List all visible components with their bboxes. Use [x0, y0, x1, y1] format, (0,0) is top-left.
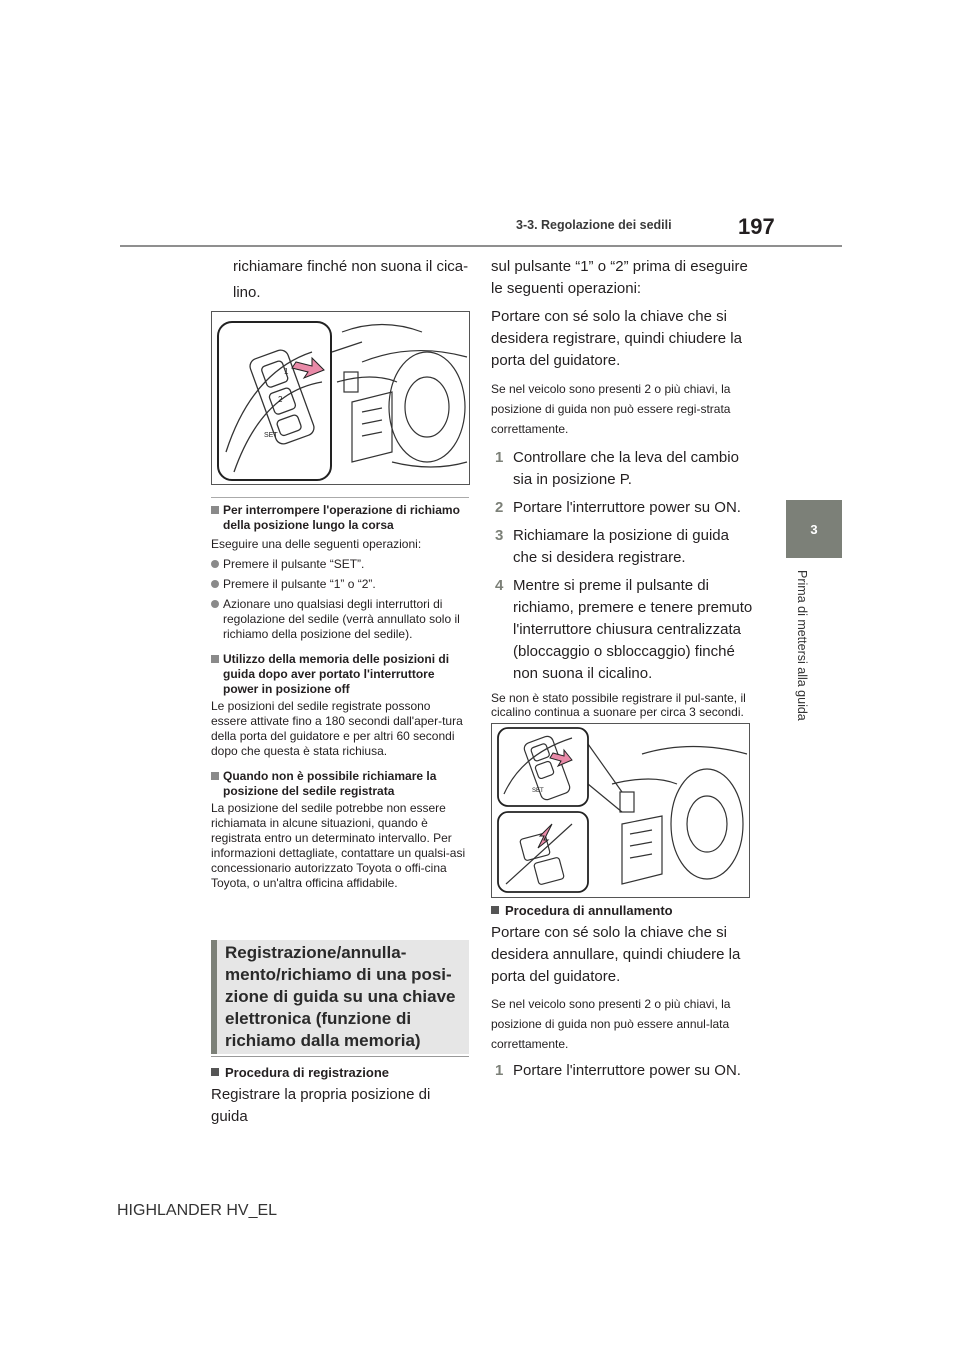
carry-key-text: Portare con sé solo la chiave che si desidera registrare, quindi chiudere la porta del guidatore.	[491, 308, 742, 369]
section-heading: Registrazione/annulla-mento/richiamo di una posi-zione di guida su una chiave elettronica (funzione di richiamo dalla memoria)	[225, 943, 456, 1050]
registration-heading: Procedura di registrazione	[211, 1064, 471, 1082]
fig1-button-2-label: 2	[278, 395, 283, 404]
step-3-text: Richiamare la posizione di guida che si desidera registrare.	[513, 527, 729, 566]
right-column	[491, 256, 753, 719]
header-rule	[120, 245, 842, 247]
step-1-number: 1	[495, 449, 504, 466]
note-1-item-1: Premere il pulsante “SET”.	[211, 557, 469, 572]
page-number: 197	[738, 214, 775, 239]
step-2	[491, 497, 753, 519]
seat-memory-illustration-1	[212, 312, 469, 484]
note-2-text: Le posizioni del sedile registrate possono essere attivate fino a 180 secondi dall'aper-tura della porta del guidatore e per altri 60 secondi dopo che questa è stata richiusa.	[211, 699, 463, 758]
note-1-text: Eseguire una delle seguenti operazioni:	[211, 537, 422, 551]
cancellation-note: Se nel veicolo sono presenti 2 o più chiavi, la posizione di guida non può essere annul-lata correttamente.	[491, 997, 731, 1051]
step-1	[491, 447, 753, 491]
continuation-text: sul pulsante “1” o “2” prima di eseguire le seguenti operazioni:	[491, 258, 748, 297]
multiple-keys-note: Se nel veicolo sono presenti 2 o più chiavi, la posizione di guida non può essere regi-strata correttamente.	[491, 382, 731, 436]
step-4-text: Mentre si preme il pulsante di richiamo, premere e tenere premuto l'interruttore chiusura centralizzata (bloccaggio o sbloccaggio) finché non suona il cicalino.	[513, 577, 753, 682]
notes-divider	[211, 497, 469, 498]
step-2-number: 2	[495, 499, 504, 516]
heading-rule	[211, 1056, 469, 1057]
left-notes	[211, 503, 469, 891]
step-2-text: Portare l'interruttore power su ON.	[513, 499, 741, 516]
note-2-heading: Utilizzo della memoria delle posizioni di guida dopo aver portato l'interruttore power in posizione off	[211, 652, 469, 697]
section-title: 3-3. Regolazione dei sedili	[516, 218, 672, 232]
fig1-set-label: SET	[264, 432, 278, 439]
fig2-set-label: SET	[532, 788, 544, 794]
step-3	[491, 525, 753, 569]
left-intro	[233, 256, 473, 304]
buzzer-note: Se non è stato possibile registrare il pul-sante, il cicalino continua a suonare per circa 3 secondi.	[491, 691, 746, 719]
footer-model: HIGHLANDER HV_EL	[117, 1202, 278, 1219]
note-1-item-3: Azionare uno qualsiasi degli interruttori di regolazione del sedile (verrà annullato solo il richiamo della posizione del sedile).	[211, 597, 469, 642]
step-3-number: 3	[495, 527, 504, 544]
cancellation-text: Portare con sé solo la chiave che si desidera annullare, quindi chiudere la porta del guidatore.	[491, 924, 741, 985]
cancel-step-1	[491, 1060, 753, 1082]
intro-line-2: lino.	[233, 284, 261, 301]
note-1-item-2: Premere il pulsante “1” o “2”.	[211, 577, 469, 592]
note-1-heading: Per interrompere l'operazione di richiamo della posizione lungo la corsa	[211, 503, 469, 533]
cancel-step-1-text: Portare l'interruttore power su ON.	[513, 1062, 741, 1079]
cancel-step-1-number: 1	[495, 1062, 504, 1079]
note-3-heading: Quando non è possibile richiamare la posizione del sedile registrata	[211, 769, 469, 799]
cancellation-heading: Procedura di annullamento	[491, 902, 753, 920]
registration-text: Registrare la propria posizione di guida	[211, 1086, 431, 1125]
note-3-text: La posizione del sedile potrebbe non essere richiamata in alcune situazioni, quando è registrata entro un determinato intervallo. Per informazioni dettagliate, contattare un qualsi-asi concessionario autorizzato Toyota o offi-cina Toyota, o un'altra officina affidabile.	[211, 801, 466, 890]
intro-line-1: richiamare finché non suona il cica-	[233, 258, 469, 275]
step-4	[491, 575, 753, 685]
chapter-side-title: Prima di mettersi alla guida	[795, 570, 809, 721]
cancellation-procedure	[491, 902, 753, 1082]
heading-accent-bar	[211, 940, 217, 1054]
chapter-side-label	[795, 570, 825, 740]
seat-memory-illustration-2	[492, 724, 749, 897]
section-heading-box	[211, 940, 469, 1054]
step-1-text: Controllare che la leva del cambio sia in posizione P.	[513, 449, 739, 488]
registration-procedure	[211, 1064, 471, 1128]
fig1-button-1-label: 1	[284, 367, 289, 376]
seat-memory-figure-1	[211, 311, 470, 485]
step-4-number: 4	[495, 577, 504, 594]
chapter-tab: 3	[786, 500, 842, 558]
seat-memory-figure-2	[491, 723, 750, 898]
